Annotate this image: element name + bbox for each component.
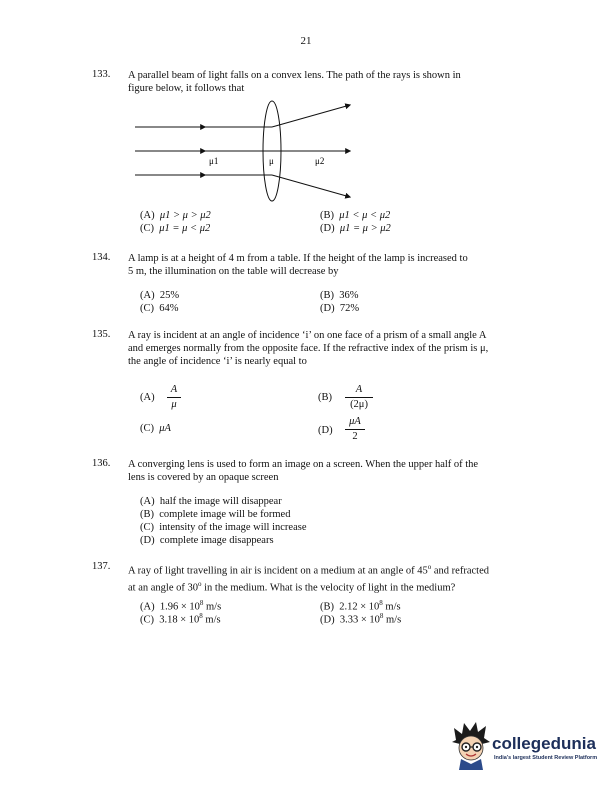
option-135-b-fraction: A (2μ) [345, 384, 373, 411]
lens-ray-diagram [125, 100, 355, 205]
question-133-text [128, 69, 520, 95]
refracted-ray-top [272, 105, 350, 127]
student-mascot-icon [450, 720, 492, 770]
option-137-d: (D) $3.33 \times 10^8$ m/s [320, 612, 402, 626]
question-137-number: 137. [92, 561, 111, 572]
option-136-c: (C) intensity of the image will increase [140, 522, 307, 533]
option-137-a: (A) $1.96 \times 10^8$ m/s [140, 599, 222, 613]
option-136-b: (B) complete image will be formed [140, 509, 291, 520]
lens-mu-label: μ [269, 156, 274, 166]
option-134-b: (B) 36% [320, 290, 359, 301]
question-135-line-3: the angle of incidence ‘i’ is nearly equal to [128, 356, 307, 367]
question-136-line-2: lens is covered by an opaque screen [128, 472, 279, 483]
option-135-c: (C) μA [140, 423, 171, 434]
question-134-text [128, 252, 520, 278]
logo-wordmark: collegedunia [492, 734, 596, 753]
question-136-line-1: A converging lens is used to form an image on a screen. When the upper half of the [128, 459, 479, 470]
question-135-line-2: and emerges normally from the opposite face. If the refractive index of the prism is μ, [128, 343, 489, 354]
option-134-c: (C) 64% [140, 303, 179, 314]
question-133-number: 133. [92, 69, 111, 80]
question-134-line-1: A lamp is at a height of 4 m from a table. If the height of the lamp is increased to [128, 253, 468, 264]
question-133-line-2: figure below, it follows that [128, 83, 245, 94]
option-134-d: (D) 72% [320, 303, 360, 314]
page-number: 21 [300, 35, 312, 47]
question-134-line-2: 5 m, the illumination on the table will decrease by [128, 266, 339, 277]
option-137-b: (B) $2.12 \times 10^8$ m/s [320, 599, 401, 613]
option-133-b: (B) μ1 < μ < μ2 [320, 210, 391, 221]
option-136-a: (A) half the image will disappear [140, 496, 282, 507]
question-135-line-1: A ray is incident at an angle of incidence ‘i’ on one face of a prism of a small angle A [128, 330, 487, 341]
logo-tagline: India's largest Student Review Platform [494, 755, 598, 761]
option-134-a: (A) 25% [140, 290, 180, 301]
medium-mu1-label: μ1 [209, 156, 219, 166]
option-135-b-label: (B) [318, 392, 332, 403]
option-137-c: (C) $3.18 \times 10^8$ m/s [140, 612, 221, 626]
option-135-d-fraction: μA 2 [345, 416, 365, 443]
question-136-text [128, 458, 520, 484]
question-135-number: 135. [92, 329, 111, 340]
question-136-number: 136. [92, 458, 111, 469]
question-134-number: 134. [92, 252, 111, 263]
option-133-d: (D) μ1 = μ > μ2 [320, 223, 391, 234]
question-137-text [128, 561, 520, 594]
option-135-a-fraction: A μ [167, 384, 181, 411]
option-136-d: (D) complete image disappears [140, 535, 274, 546]
option-135-d-label: (D) [318, 425, 333, 436]
medium-mu2-label: μ2 [315, 156, 325, 166]
option-133-a: (A) μ1 > μ > μ2 [140, 210, 211, 221]
collegedunia-logo [450, 720, 600, 770]
question-137-line-1: A ray of light travelling in air is incident on a medium at an angle of 45$^o$ and refracted [128, 563, 489, 577]
question-133-line-1: A parallel beam of light falls on a convex lens. The path of the rays is shown in [128, 70, 461, 81]
option-133-c: (C) μ1 = μ < μ2 [140, 223, 211, 234]
question-135-text [128, 329, 520, 368]
option-135-a-label: (A) [140, 392, 155, 403]
question-137-line-2: at an angle of 30$^o$ in the medium. What is the velocity of light in the medium? [128, 579, 456, 593]
refracted-ray-bottom [272, 175, 350, 197]
